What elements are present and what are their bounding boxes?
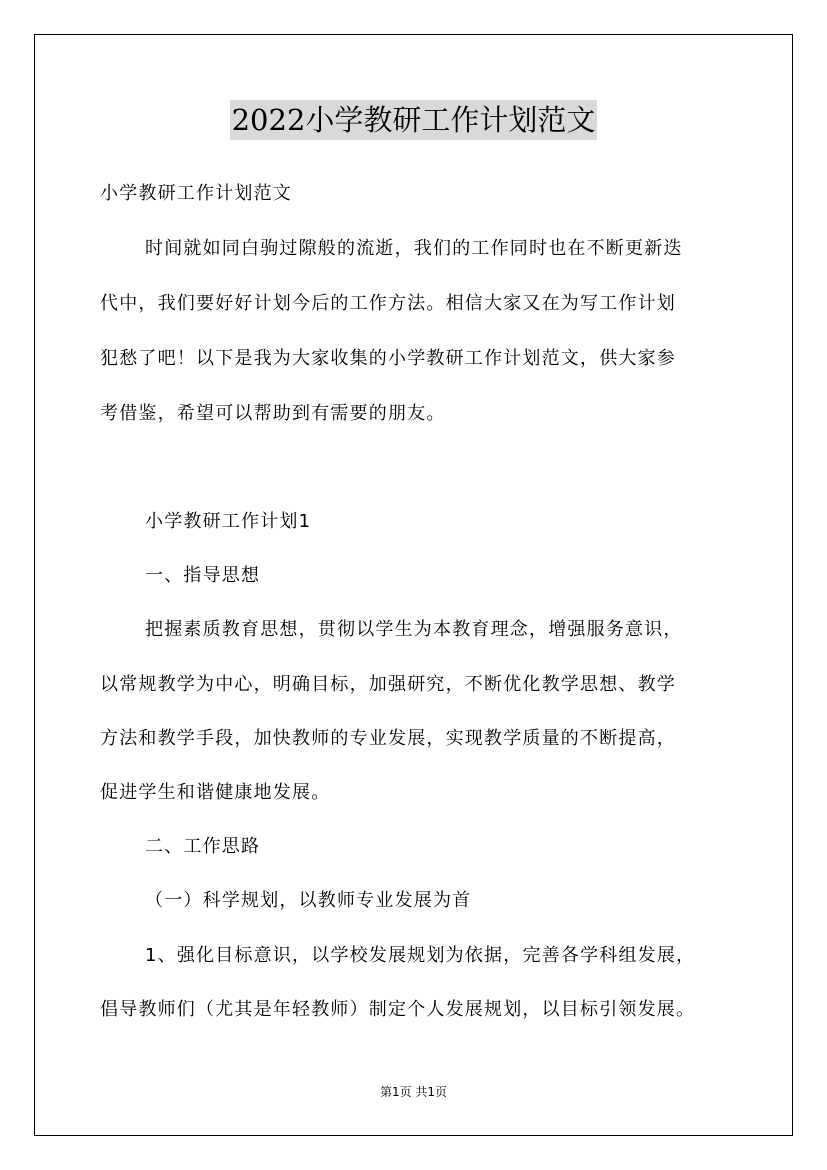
item1-line-2: 倡导教师们（尤其是年轻教师）制定个人发展规划，以目标引领发展。: [100, 999, 696, 1020]
intro-line-4: 考借鉴，希望可以帮助到有需要的朋友。: [100, 403, 446, 424]
intro-line-2: 代中，我们要好好计划今后的工作方法。相信大家又在为写工作计划: [100, 293, 676, 314]
intro-line-3: 犯愁了吧！以下是我为大家收集的小学教研工作计划范文，供大家参: [100, 348, 676, 369]
section1-line-3: 方法和教学手段，加快教师的专业发展，实现教学质量的不断提高，: [100, 728, 676, 749]
document-title-wrapper: [0, 100, 827, 140]
document-subtitle: 小学教研工作计划范文: [100, 183, 292, 204]
section1-line-4: 促进学生和谐健康地发展。: [100, 782, 331, 803]
section2-heading: 二、工作思路: [145, 836, 261, 857]
section1-heading: 一、指导思想: [145, 565, 261, 586]
intro-line-1: 时间就如同白驹过隙般的流逝，我们的工作同时也在不断更新迭: [145, 238, 683, 259]
page-footer: 第1页 共1页: [379, 1085, 448, 1099]
section1-line-2: 以常规教学为中心，明确目标，加强研究，不断优化教学思想、教学: [100, 674, 676, 695]
plan-heading: 小学教研工作计划1: [145, 511, 312, 532]
item1-line-1: 1、强化目标意识，以学校发展规划为依据，完善各学科组发展，: [145, 945, 696, 966]
document-title: 2022小学教研工作计划范文: [230, 100, 598, 140]
section1-line-1: 把握素质教育思想，贯彻以学生为本教育理念，增强服务意识，: [145, 619, 683, 640]
subsection1-heading: （一）科学规划，以教师专业发展为首: [145, 890, 472, 911]
